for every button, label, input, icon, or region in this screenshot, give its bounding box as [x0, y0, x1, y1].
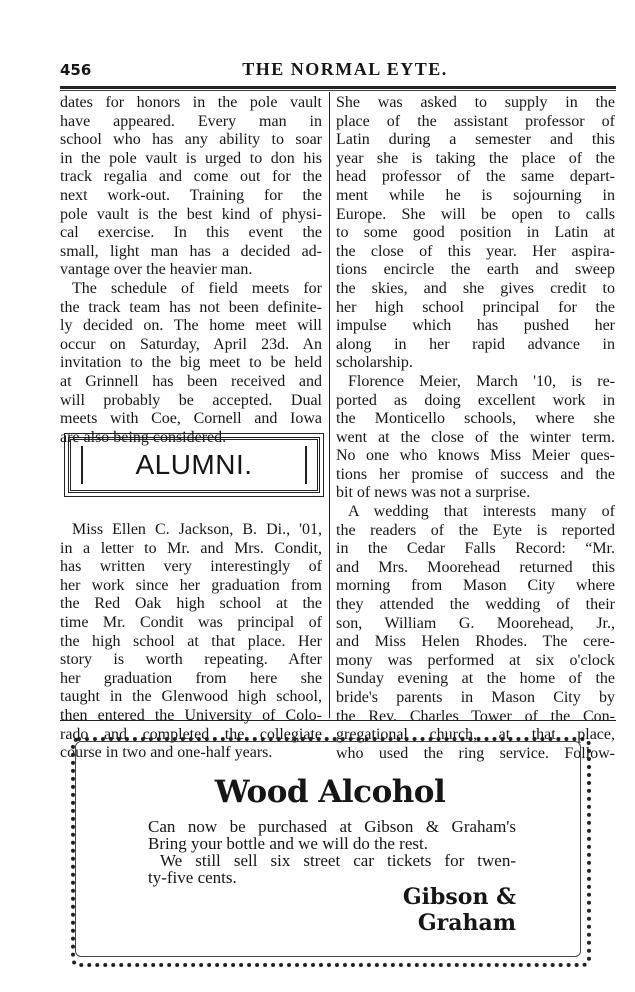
text-line: bride's parents in Mason City by — [336, 689, 615, 706]
text-line: ty-five cents. — [148, 868, 237, 887]
journal-title: THE NORMAL EYTE. — [242, 59, 448, 79]
text-line: course in two and one-half years. — [60, 744, 273, 762]
text-line: gregational church, at that place, — [336, 726, 615, 744]
text-line: impulse which has pushed her — [336, 317, 615, 335]
text-line: pole vault is the best kind of physi- — [60, 205, 322, 223]
text-line: Europe. She will be open to calls — [336, 205, 615, 223]
text-line: She was asked to supply in the — [336, 94, 615, 111]
text-line: the Rev. Charles Tower of the Con- — [336, 707, 615, 725]
text-line: small, light man has a decided ad- — [60, 242, 322, 260]
text-line: and Mrs. Moorehead returned this — [336, 558, 615, 576]
text-line: in a letter to Mr. and Mrs. Condit, — [60, 539, 322, 557]
section-heading: ALUMNI. — [135, 449, 253, 480]
text-line: time Mr. Condit was principal of — [60, 613, 322, 631]
text-line: the close of this year. Her aspira- — [336, 242, 615, 260]
text-line: rado and completed the collegiate — [60, 725, 322, 743]
page-number: 456 — [60, 61, 92, 79]
text-line: they attended the wedding of their — [336, 596, 615, 614]
text-line: her work since her graduation from — [60, 576, 322, 594]
text-line: son, William G. Moorehead, Jr., — [336, 614, 615, 632]
text-line: dates for honors in the pole vault — [60, 94, 322, 111]
text-line: occur on Saturday, April 23d. An — [60, 335, 322, 353]
text-line: are also being considered. — [60, 428, 227, 446]
text-line: will probably be accepted. Dual — [60, 391, 322, 409]
text-line: has written very interestingly of — [60, 558, 322, 576]
text-line: at Grinnell has been received and — [60, 372, 322, 390]
column-divider — [329, 92, 330, 718]
section-rule — [60, 720, 616, 721]
text-line: taught in the Glenwood high school, — [60, 688, 322, 706]
text-line: the track team has not been definite- — [60, 298, 322, 316]
text-line: ported as doing excellent work in — [336, 391, 615, 409]
text-line: scholarship. — [336, 354, 413, 372]
alumni-article-start — [60, 521, 322, 763]
text-line: head professor of the same depart- — [336, 168, 615, 186]
text-line: school who has any ability to soar — [60, 131, 322, 149]
text-line: We still sell six street car tickets for twen- — [160, 851, 516, 870]
text-line: the high school at that place. Her — [60, 632, 322, 650]
text-line: invitation to the big meet to be held — [60, 354, 322, 372]
text-line: meets with Coe, Cornell and Iowa — [60, 410, 322, 428]
advertisement-body — [148, 818, 516, 886]
text-line: No one who knows Miss Meier ques- — [336, 447, 615, 465]
text-line: went at the close of the winter term. — [336, 428, 615, 446]
text-line: place of the assistant professor of — [336, 112, 615, 130]
advertisement-signature: Gibson & Graham — [402, 884, 516, 936]
text-line: then entered the University of Colo- — [60, 706, 322, 724]
text-line: her high school principal for the — [336, 298, 615, 316]
text-line: year she is taking the place of the — [336, 149, 615, 167]
text-line: cal exercise. In this event the — [60, 224, 322, 242]
text-line: along in her rapid advance in — [336, 335, 615, 353]
text-line: the skies, and she gives credit to — [336, 279, 615, 297]
text-line: bit of news was not a surprise. — [336, 484, 531, 502]
text-line: morning from Mason City where — [336, 577, 615, 595]
text-line: the Red Oak high school at the — [60, 595, 322, 613]
text-line: ment while he is sojourning in — [336, 186, 615, 204]
text-line: A wedding that interests many of — [348, 503, 615, 521]
left-column-article — [60, 94, 322, 447]
text-line: ly decided on. The home meet will — [60, 317, 322, 335]
text-line: next work-out. Training for the — [60, 186, 322, 204]
text-line: Miss Ellen C. Jackson, B. Di., '01, — [72, 521, 322, 538]
alumni-section-heading-box — [68, 437, 320, 493]
text-line: to some good position in Latin at — [336, 224, 615, 242]
text-line: Can now be purchased at Gibson & Graham's — [148, 817, 516, 836]
text-line: her graduation from here she — [60, 669, 322, 687]
text-line: have appeared. Every man in — [60, 112, 322, 130]
text-line: The schedule of field meets for — [72, 279, 322, 297]
advertisement-title: Wood Alcohol — [214, 774, 446, 810]
text-line: in the pole vault is urged to don his — [60, 149, 322, 167]
text-line: Bring your bottle and we will do the rest. — [148, 834, 428, 853]
text-line: track regalia and come out for the — [60, 168, 322, 186]
text-line: tions her promise of success and the — [336, 465, 615, 483]
text-line: story is worth repeating. After — [60, 651, 322, 669]
text-line: and Miss Helen Rhodes. The cere- — [336, 633, 615, 651]
text-line: the readers of the Eyte is reported — [336, 521, 615, 539]
text-line: vantage over the heavier man. — [60, 261, 253, 279]
text-line: who used the ring service. Follow- — [336, 744, 615, 762]
text-line: the Monticello schools, where she — [336, 410, 615, 428]
text-line: mony was performed at six o'clock — [336, 651, 615, 669]
right-column-article — [336, 94, 615, 763]
text-line: Florence Meier, March '10, is re- — [348, 372, 615, 390]
text-line: in the Cedar Falls Record: “Mr. — [336, 540, 615, 558]
text-line: Latin during a semester and this — [336, 131, 615, 149]
text-line: Sunday evening at the home of the — [336, 670, 615, 688]
header-rule — [60, 86, 616, 91]
text-line: tions encircle the earth and sweep — [336, 261, 615, 279]
